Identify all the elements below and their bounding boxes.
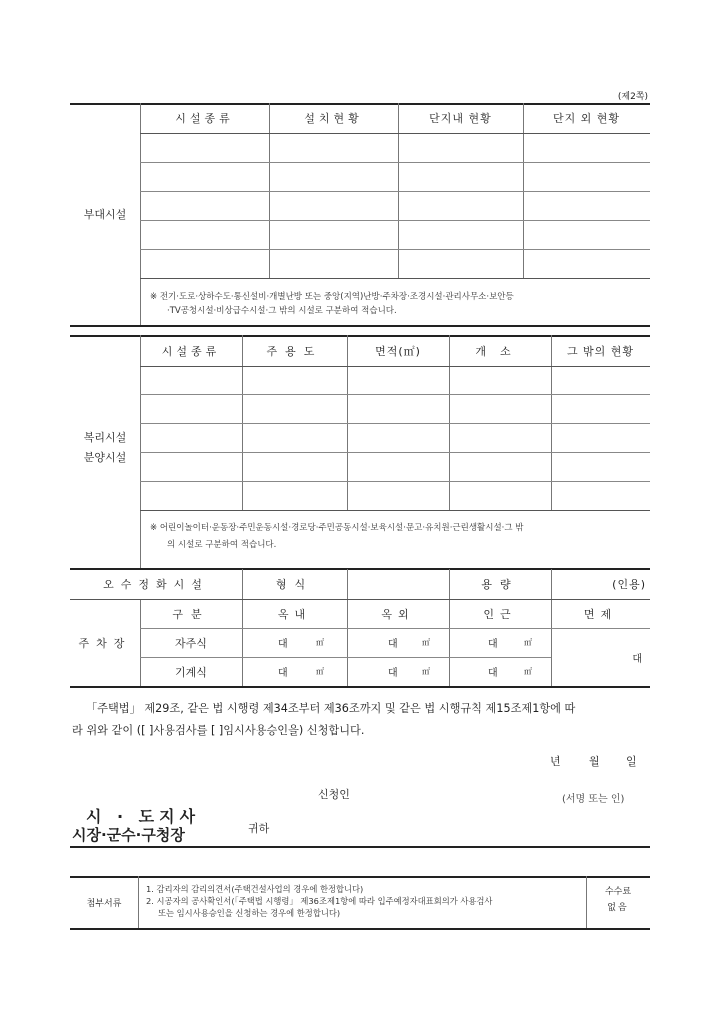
parking-row-self: 자주식 [175,636,207,650]
section1-note-2: ·TV공청시설·비상급수시설·그 밖의 시설로 구분하여 적습니다. [167,306,397,316]
attachments-label: 첨부서류 [86,898,122,909]
section1-divider [140,103,141,325]
section2-row-line [140,452,650,453]
attachments-top-border [70,876,650,878]
parking-header-nearby: 인근 [483,607,517,621]
section1-header-type: 시설종류 [175,112,234,125]
fee-label: 수수료 [604,887,632,897]
section2-row-line [140,481,650,482]
section1-row-line [140,191,650,192]
parking-header-outdoor: 옥외 [381,607,415,621]
section1-label: 부대시설 [83,208,127,221]
section2-header-count: 개소 [475,344,525,358]
section2-header-area: 면적(㎡) [375,344,421,358]
section2-header-type: 시설종류 [161,344,221,358]
section2-row-line [140,510,650,511]
outdoor-self-count: 대 [388,639,398,650]
section1-row-line [140,278,650,279]
sewage-type-label: 형식 [275,578,314,591]
sewage-label: 오수정화시설 [103,578,209,591]
section1-note-1: ※ 전기·도로·상하수도·통신설비·개별난방 또는 중앙(지역)난방·주차장·조경시설·관리사무소·보안등 [150,292,514,302]
recipient-line-1: 시 · 도지사 [86,807,201,826]
section1-header-outside: 단지 외 현황 [552,112,621,125]
applicant-label: 신청인 [318,788,350,801]
nearby-mech-area: ㎡ [524,667,532,676]
section2-label [70,428,140,468]
fee-value: 없음 [607,903,629,913]
signature-bottom-border [70,846,650,848]
statement-line-2: 라 위와 같이 ([ ]사용검사를 [ ]임시사용승인을) 신청합니다. [72,724,365,737]
attachments-line [138,876,139,928]
section1-bottom-border [70,325,650,327]
attachment-item-2-1: 2. 시공자의 공사확인서(「주택법 시행령」 제36조제1항에 따라 입주예정자대표회의가 사용검사 [146,896,493,906]
section1-row-line [140,133,650,134]
statement-line-1: 「주택법」 제29조, 같은 법 시행령 제34조부터 제36조까지 및 같은 법 시행규칙 제15조제1항에 따 [86,702,576,715]
attachments-bottom-border [70,928,650,930]
section2-row-line [140,366,650,367]
section2-row-line [140,423,650,424]
parking-header-indoor: 옥내 [277,607,312,621]
indoor-self-area: ㎡ [316,638,324,647]
indoor-mech-area: ㎡ [316,667,324,676]
section1-header-inside: 단지내 현황 [429,112,492,125]
date-day: 일 [626,755,637,768]
section1-row-line [140,249,650,250]
parking-label: 주차장 [78,636,132,650]
date-year: 년 [550,755,561,768]
sewage-capacity-label: 용량 [481,578,519,591]
section2-note-1: ※ 어린이놀이터·운동장·주민운동시설·경로당·주민공동시설·보육시설·문고·유치원·근린생활시설·그 밖 [150,523,524,533]
section1-row-line [140,162,650,163]
section3-bottom-border [70,686,650,688]
section2-note-2: 의 시설로 구분하여 적습니다. [167,540,277,550]
section2-label-line2: 분양시설 [83,451,127,464]
outdoor-mech-area: ㎡ [422,667,430,676]
recipient-line-2: 시장·군수·구청장 [72,826,185,844]
date-month: 월 [589,755,600,768]
nearby-mech-count: 대 [488,668,498,679]
section2-header-other: 그 밖의 현황 [566,344,635,358]
section1-row-line [140,220,650,221]
attachment-item-1: 1. 감리자의 감리의견서(주택건설사업의 경우에 한정합니다) [146,884,364,894]
attachment-item-2-2: 또는 임시사용승인을 신청하는 경우에 한정합니다) [158,908,341,918]
parking-header-exempt: 면제 [583,607,618,621]
outdoor-mech-count: 대 [388,668,398,679]
section2-row-line [140,394,650,395]
section2-label-line1: 복리시설 [83,431,127,444]
signature-label: (서명 또는 인) [562,794,625,805]
section1-header-install: 설치현황 [304,112,363,125]
nearby-self-area: ㎡ [524,638,532,647]
nearby-self-count: 대 [488,639,498,650]
exempt-count: 대 [632,653,642,665]
page-number: (제2쪽) [617,92,648,102]
indoor-self-count: 대 [278,639,288,650]
parking-row-mech: 기계식 [175,665,207,679]
parking-header-division: 구분 [172,607,210,621]
recipient-suffix: 귀하 [248,822,270,835]
fee-box [586,884,650,916]
outdoor-self-area: ㎡ [422,638,430,647]
section2-header-use: 주용도 [266,344,323,358]
sewage-capacity-unit: (인용) [612,578,646,591]
indoor-mech-count: 대 [278,668,288,679]
